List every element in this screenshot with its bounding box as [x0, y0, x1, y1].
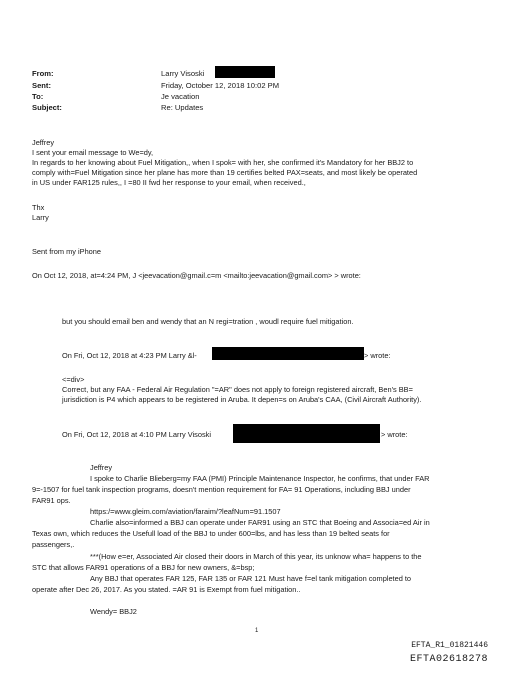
to-value: Je vacation: [161, 92, 200, 101]
wrote-text: > wrote:: [364, 351, 391, 360]
quote-text: Charlie also=informed a BBJ can operate under FAR91 using an STC that Boeing and Associa=ed Air in: [90, 518, 430, 527]
quote-text: but you should email ben and wendy that an N regi=tration , woudl require fuel mitigation.: [62, 317, 354, 326]
signature: Larry: [32, 213, 49, 222]
sent-label: Sent:: [32, 81, 51, 90]
quote-greeting: Jeffrey: [90, 463, 113, 472]
quote-text: Texas own, which reduces the Usefull load of the BBJ to under 600=lbs, and has less than 19 belted seats for: [32, 529, 390, 538]
sent-value: Friday, October 12, 2018 10:02 PM: [161, 81, 280, 90]
quote-text: operate after Dec 26, 2017. As you stated. =AR 91 is Exempt from fuel mitigation..: [32, 585, 301, 594]
wrote-text: > wrote:: [381, 430, 408, 439]
subject-label: Subject:: [32, 103, 62, 112]
bates-number-small: EFTA_R1_01821446: [411, 641, 488, 650]
redaction-box: [215, 66, 275, 78]
quote-sign: Wendy= BBJ2: [90, 607, 137, 616]
from-value: Larry Visoski: [161, 69, 205, 78]
quote-url: https:/=www.gleim.com/aviation/faraim/?leafNum=91.1507: [90, 507, 281, 516]
thx-text: Thx: [32, 203, 45, 212]
redaction-box: [212, 347, 364, 360]
sent-from-line: Sent from my iPhone: [32, 247, 102, 256]
quote-header: On Fri, Oct 12, 2018 at 4:23 PM Larry &l-: [62, 351, 197, 360]
body-line: I sent your email message to We=dy,: [32, 148, 154, 157]
subject-value: Re: Updates: [161, 103, 204, 112]
quote-text: STC that allows FAR91 operations of a BBJ for new owners, &=bsp;: [32, 563, 255, 572]
to-label: To:: [32, 92, 44, 101]
quote-header: On Oct 12, 2018, at=4:24 PM, J <jeevacation@gmail.c=m <mailto:jeevacation@gmail.com> > wrote:: [32, 271, 361, 280]
body-line: in US under FAR125 rules,, I =80 II fwd her response to your email, when received.,: [32, 178, 306, 187]
page-number: 1: [255, 628, 259, 634]
body-line: comply with=Fuel Mitigation since her plane has more than 19 certifies belted PAX=seats, and most likely be operated: [32, 168, 418, 177]
quote-text: I spoke to Charlie Blieberg=my FAA (PMI) Principle Maintenance Inspector, he confirms, that under FAR: [90, 474, 430, 483]
body-line: In regards to her knowing about Fuel Mitigation,, when I spok= with her, she confirmed it's Mandatory for her BBJ2 to: [32, 158, 414, 167]
quote-text: passengers,.: [32, 540, 75, 549]
quote-header: On Fri, Oct 12, 2018 at 4:10 PM Larry Visoski: [62, 430, 211, 439]
quote-text: Correct, but any FAA - Federal Air Regulation "=AR" does not apply to foreign registered aircraft, Ben's BB=: [62, 385, 413, 394]
redaction-box: [233, 424, 380, 443]
div-tag-text: <=div>: [62, 375, 85, 384]
quote-text: ***(How e=er, Associated Air closed their doors in March of this year, its unknow wha= happens to the: [90, 552, 422, 561]
greeting: Jeffrey: [32, 138, 55, 147]
quote-text: Any BBJ that operates FAR 125, FAR 135 or FAR 121 Must have f=el tank mitigation completed to: [90, 574, 412, 583]
quote-text: 9=-1507 for fuel tank inspection programs, doesn't mention requirement for FA= 91 Operations, including BBJ under: [32, 485, 411, 494]
from-label: From:: [32, 69, 54, 78]
quote-text: jurisdiction is P4 which appears to be registered in Aruba. It depen=s on Aruba's CAA, (Civil Aircraft Authority).: [62, 395, 422, 404]
bates-number-large: EFTA02618278: [409, 654, 488, 665]
quote-text: FAR91 ops.: [32, 496, 71, 505]
